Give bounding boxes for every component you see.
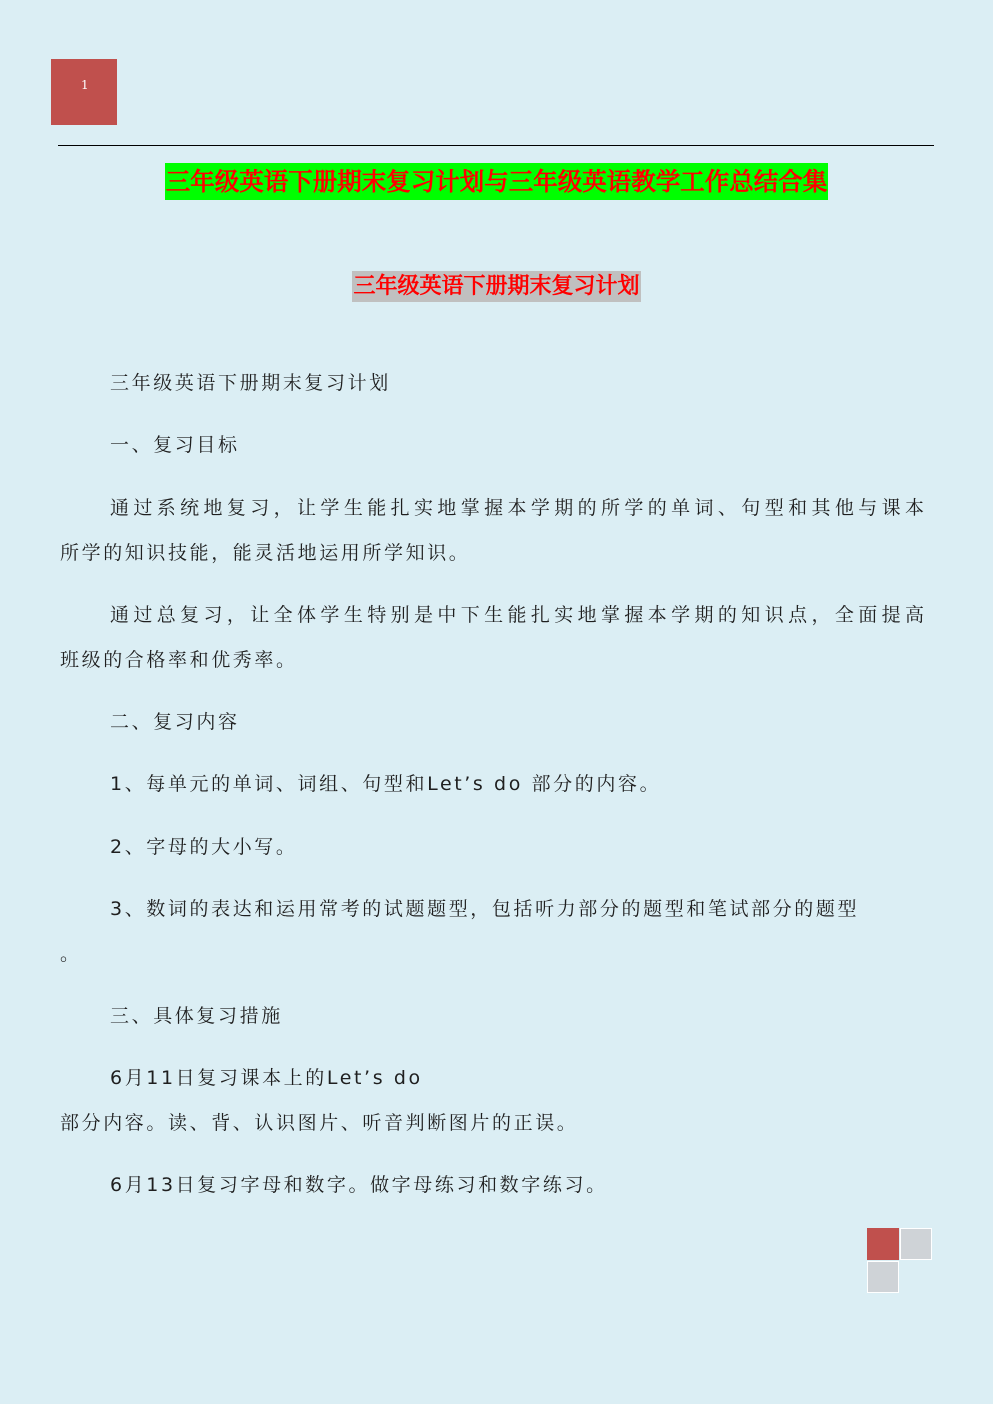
document-title: 三年级英语下册期末复习计划与三年级英语教学工作总结合集 <box>165 163 829 200</box>
section-title: 三年级英语下册期末复习计划 <box>352 271 640 302</box>
section-heading-goals: 一、复习目标 <box>110 434 240 456</box>
paragraph-line: 通过系统地复习，让学生能扎实地掌握本学期的所学的单词、句型和其他与课本 <box>110 497 924 519</box>
header-divider <box>58 145 934 146</box>
paragraph-line: 6月13日复习字母和数字。做字母练习和数字练习。 <box>110 1174 608 1196</box>
paragraph-line: 6月11日复习课本上的Let’s do <box>110 1067 423 1089</box>
section-heading-measures: 三、具体复习措施 <box>110 1005 283 1027</box>
corner-decoration-red-square <box>867 1228 899 1260</box>
corner-decoration-gray-square <box>867 1261 899 1293</box>
section-heading-content: 二、复习内容 <box>110 711 240 733</box>
section-title-block <box>0 271 993 302</box>
corner-decoration-gray-square <box>900 1228 932 1260</box>
paragraph-line: 部分内容。读、背、认识图片、听音判断图片的正误。 <box>60 1112 579 1134</box>
paragraph-line: 班级的合格率和优秀率。 <box>60 649 298 671</box>
page-number-badge <box>51 59 117 125</box>
document-title-block <box>0 163 993 200</box>
page-number: 1 <box>81 78 89 92</box>
list-item-continuation: 。 <box>60 943 82 965</box>
body-heading: 三年级英语下册期末复习计划 <box>110 372 391 394</box>
list-item: 3、数词的表达和运用常考的试题题型，包括听力部分的题型和笔试部分的题型 <box>110 898 860 920</box>
paragraph-line: 通过总复习，让全体学生特别是中下生能扎实地掌握本学期的知识点，全面提高 <box>110 604 924 626</box>
list-item: 1、每单元的单词、词组、句型和Let’s do 部分的内容。 <box>110 773 662 795</box>
paragraph-line: 所学的知识技能，能灵活地运用所学知识。 <box>60 542 471 564</box>
list-item: 2、字母的大小写。 <box>110 836 298 858</box>
